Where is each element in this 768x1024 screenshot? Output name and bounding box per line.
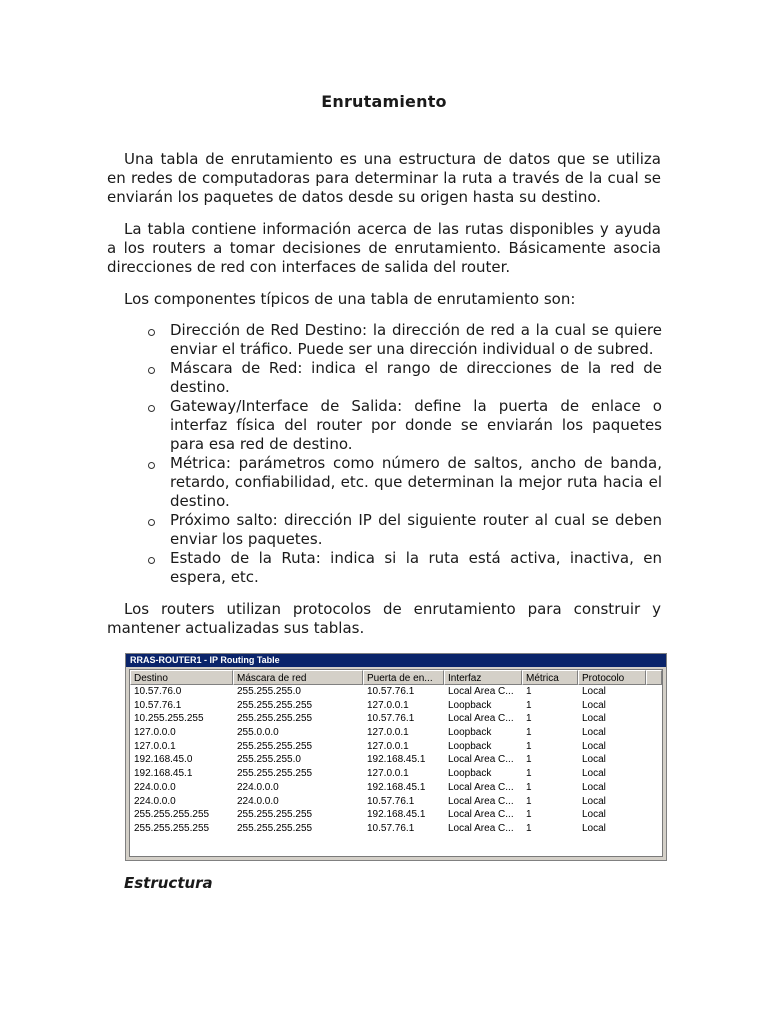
bullet-icon <box>148 557 155 564</box>
table-cell: 224.0.0.0 <box>237 795 279 807</box>
table-cell: 192.168.45.1 <box>367 754 426 766</box>
table-cell: Local <box>582 754 606 766</box>
protocols-paragraph: Los routers utilizan protocolos de enrutamiento para construir y mantener actualizadas sus tablas. <box>107 600 661 637</box>
table-cell: 10.57.76.1 <box>367 686 415 697</box>
table-cell: Loopback <box>448 699 492 711</box>
bullet-icon <box>148 329 155 336</box>
table-cell: 10.57.76.1 <box>367 822 415 834</box>
figure-caption: Estructura <box>124 874 213 892</box>
routing-table-window <box>125 653 667 861</box>
list-item: Próximo salto: dirección IP del siguiente router al cual se deben enviar los paquetes. <box>146 511 662 549</box>
table-cell: 10.57.76.1 <box>134 699 182 711</box>
table-cell: 255.255.255.255 <box>237 740 313 752</box>
table-cell: 1 <box>526 740 532 752</box>
table-cell: 255.255.255.0 <box>237 754 301 766</box>
routing-table <box>129 669 663 857</box>
table-row[interactable] <box>130 740 662 754</box>
bullet-icon <box>148 462 155 469</box>
table-cell: 255.255.255.0 <box>237 686 301 697</box>
table-cell: 255.255.255.255 <box>237 713 313 725</box>
table-cell: 1 <box>526 713 532 725</box>
table-cell: 224.0.0.0 <box>134 795 176 807</box>
table-cell: 1 <box>526 699 532 711</box>
table-cell: Local <box>582 740 606 752</box>
table-row[interactable] <box>130 808 662 822</box>
column-header-puerta[interactable]: Puerta de en... <box>363 670 444 685</box>
table-cell: 10.255.255.255 <box>134 713 204 725</box>
table-row[interactable] <box>130 699 662 713</box>
table-row[interactable] <box>130 753 662 767</box>
table-description-paragraph: La tabla contiene información acerca de las rutas disponibles y ayuda a los routers a tomar decisiones de enrutamiento. Básicamente asocia direcciones de red con interfaces de salida del router. <box>107 220 661 276</box>
table-cell: Local Area C... <box>448 795 514 807</box>
bullet-icon <box>148 367 155 374</box>
table-cell: Local Area C... <box>448 754 514 766</box>
table-cell: 192.168.45.1 <box>367 809 426 821</box>
table-body <box>130 685 662 836</box>
bullet-icon <box>148 405 155 412</box>
column-header-interfaz[interactable]: Interfaz <box>444 670 522 685</box>
table-cell: 127.0.0.0 <box>134 727 176 739</box>
table-cell: Local <box>582 795 606 807</box>
table-cell: 255.0.0.0 <box>237 727 279 739</box>
column-header-metrica[interactable]: Métrica <box>522 670 578 685</box>
table-cell: 1 <box>526 781 532 793</box>
table-cell: 10.57.76.0 <box>134 686 182 697</box>
intro-paragraph: Una tabla de enrutamiento es una estructura de datos que se utiliza en redes de computadoras para determinar la ruta a través de la cual se enviarán los paquetes de datos desde su origen hasta su destino. <box>107 150 661 206</box>
table-cell: Local Area C... <box>448 822 514 834</box>
table-row[interactable] <box>130 685 662 699</box>
table-cell: 224.0.0.0 <box>237 781 279 793</box>
column-header-filler <box>646 670 662 685</box>
table-cell: Loopback <box>448 740 492 752</box>
table-cell: Local <box>582 781 606 793</box>
list-item: Máscara de Red: indica el rango de direcciones de la red de destino. <box>146 359 662 397</box>
components-intro-paragraph: Los componentes típicos de una tabla de enrutamiento son: <box>124 290 576 308</box>
table-cell: Local <box>582 686 606 697</box>
table-cell: Local Area C... <box>448 713 514 725</box>
page-title: Enrutamiento <box>321 92 447 111</box>
list-item: Dirección de Red Destino: la dirección de red a la cual se quiere enviar el tráfico. Puede ser una dirección individual o de subred. <box>146 321 662 359</box>
table-cell: 255.255.255.255 <box>237 809 313 821</box>
list-item: Estado de la Ruta: indica si la ruta está activa, inactiva, en espera, etc. <box>146 549 662 587</box>
table-cell: 127.0.0.1 <box>367 727 409 739</box>
column-header-mascara[interactable]: Máscara de red <box>233 670 363 685</box>
table-cell: 255.255.255.255 <box>134 822 210 834</box>
table-row[interactable] <box>130 822 662 836</box>
table-cell: 127.0.0.1 <box>367 740 409 752</box>
table-cell: Local Area C... <box>448 686 514 697</box>
table-cell: 255.255.255.255 <box>237 822 313 834</box>
table-row[interactable] <box>130 795 662 809</box>
column-header-protocolo[interactable]: Protocolo <box>578 670 646 685</box>
bullet-icon <box>148 519 155 526</box>
table-row[interactable] <box>130 726 662 740</box>
list-item: Métrica: parámetros como número de saltos, ancho de banda, retardo, confiabilidad, etc. que determinan la mejor ruta hacia el destino. <box>146 454 662 511</box>
table-cell: 10.57.76.1 <box>367 713 415 725</box>
table-cell: 1 <box>526 795 532 807</box>
table-cell: Local <box>582 727 606 739</box>
table-row[interactable] <box>130 781 662 795</box>
table-cell: 224.0.0.0 <box>134 781 176 793</box>
table-header-row <box>130 670 662 685</box>
table-cell: 127.0.0.1 <box>134 740 176 752</box>
components-list <box>146 321 662 587</box>
table-cell: Local <box>582 822 606 834</box>
table-cell: Loopback <box>448 727 492 739</box>
table-cell: 255.255.255.255 <box>134 809 210 821</box>
table-cell: 1 <box>526 727 532 739</box>
table-cell: Loopback <box>448 768 492 780</box>
table-cell: Local <box>582 699 606 711</box>
table-row[interactable] <box>130 712 662 726</box>
table-cell: 255.255.255.255 <box>237 699 313 711</box>
window-title: RRAS-ROUTER1 - IP Routing Table <box>126 654 666 667</box>
table-cell: Local <box>582 768 606 780</box>
table-cell: 127.0.0.1 <box>367 699 409 711</box>
table-cell: 127.0.0.1 <box>367 768 409 780</box>
table-cell: Local <box>582 713 606 725</box>
table-cell: 1 <box>526 809 532 821</box>
table-cell: 192.168.45.0 <box>134 754 193 766</box>
list-item: Gateway/Interface de Salida: define la puerta de enlace o interfaz física del router por donde se enviarán los paquetes para esa red de destino. <box>146 397 662 454</box>
table-cell: 1 <box>526 768 532 780</box>
table-cell: 1 <box>526 754 532 766</box>
column-header-destino[interactable]: Destino <box>130 670 233 685</box>
table-cell: 1 <box>526 822 532 834</box>
table-cell: 1 <box>526 686 532 697</box>
table-row[interactable] <box>130 767 662 781</box>
table-cell: 10.57.76.1 <box>367 795 415 807</box>
table-cell: Local <box>582 809 606 821</box>
table-cell: 192.168.45.1 <box>367 781 426 793</box>
table-cell: Local Area C... <box>448 781 514 793</box>
table-cell: 192.168.45.1 <box>134 768 193 780</box>
table-cell: 255.255.255.255 <box>237 768 313 780</box>
table-cell: Local Area C... <box>448 809 514 821</box>
